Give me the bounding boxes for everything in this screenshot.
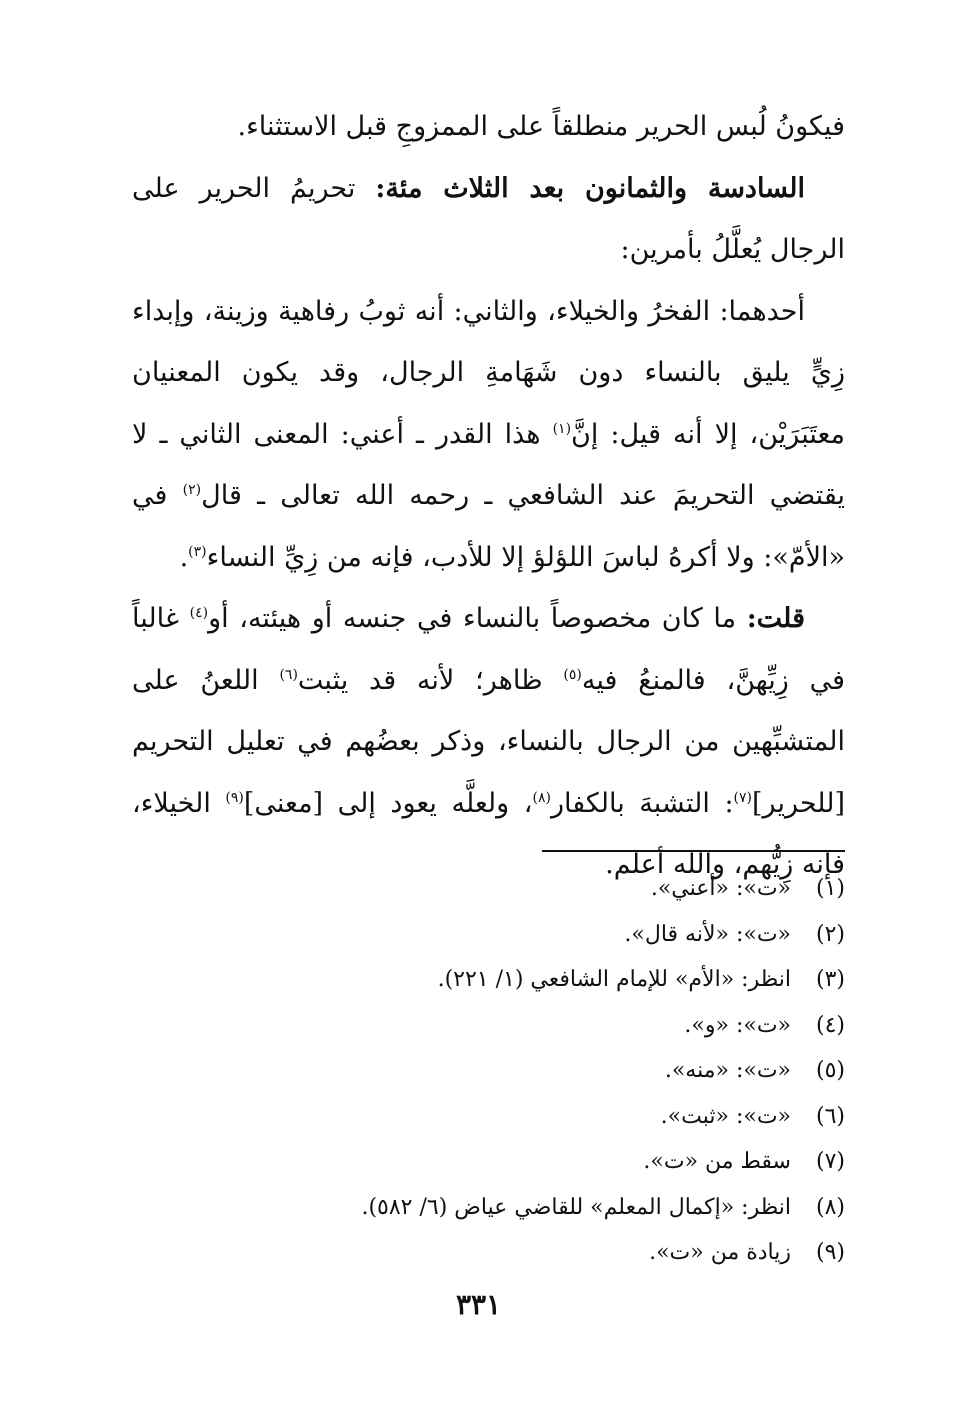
footnote-number: (٧) xyxy=(815,1149,845,1174)
footnote-text: زيادة من «ت». xyxy=(649,1240,791,1265)
main-text xyxy=(132,96,845,896)
footnote-number: (٩) xyxy=(815,1240,845,1265)
paragraph-3-part-d: . xyxy=(179,541,189,573)
footnote-text: «ت»: «أعني». xyxy=(650,876,791,901)
footnote-number: (٦) xyxy=(815,1103,845,1129)
footnote-ref-9: (٩) xyxy=(225,789,244,806)
footnotes-list xyxy=(132,866,845,1276)
paragraph-4-part-f: ، ولعلَّه يعود إلى [معنى] xyxy=(243,787,533,819)
paragraph-1-text: فيكونُ لُبس الحرير منطلقاً على الممزوجِ قبل الاستثناء. xyxy=(237,111,845,142)
footnote-text: «ت»: «لأنه قال». xyxy=(624,921,791,947)
footnote-ref-5: (٥) xyxy=(563,666,582,683)
footnote-ref-6: (٦) xyxy=(279,666,298,683)
paragraph-4-part-g: الخيلاء، فإنه زِيُّهم، والله أعلم. xyxy=(132,787,845,880)
paragraph-4-part-d: اللعنُ على المتشبِّهين من الرجال بالنساء، وذكر بعضُهم في تعليل التحريم [للحرير] xyxy=(132,664,845,819)
paragraph-3-part-c: في «الأمّ»: ولا أكرهُ لباسَ اللؤلؤ إلا للأدب، فإنه من زِيِّ النساء xyxy=(132,480,845,573)
footnote-item xyxy=(132,1003,845,1049)
footnote-item xyxy=(132,1185,845,1231)
footnote-text: «ت»: «ثبت». xyxy=(660,1103,791,1129)
footnote-number: (٨) xyxy=(815,1194,845,1220)
footnote-item xyxy=(132,957,845,1003)
paragraph-1 xyxy=(132,96,845,158)
footnote-text: انظر: «إكمال المعلم» للقاضي عياض (٦/ ٥٨٢). xyxy=(361,1194,791,1220)
paragraph-4-lead: قلت: xyxy=(746,603,806,634)
footnote-number: (٣) xyxy=(815,967,845,992)
section-heading: السادسة والثمانون بعد الثلاث مئة: xyxy=(375,172,806,204)
paragraph-4-part-b: غالباً في زِيِّهنَّ، فالمنعُ فيه xyxy=(132,603,845,696)
footnote-ref-8: (٨) xyxy=(532,789,551,806)
paragraph-4-part-e: : التشبهَ بالكفار xyxy=(550,787,734,819)
footnote-ref-4: (٤) xyxy=(189,605,209,621)
paragraph-3-part-a: أحدهما: الفخرُ والخيلاء، والثاني: أنه ثوبُ رفاهية وزينة، وإبداء زِيٍّ يليق بالنساء دون شَهَامةِ الرجال، وقد يكون المعنيان معتَبَرَيْن، إلا أنه قيل: إنَّ xyxy=(132,295,845,450)
footnote-item xyxy=(132,1230,845,1276)
footnote-item xyxy=(132,912,845,958)
footnote-number: (٤) xyxy=(815,1012,845,1038)
footnote-number: (٥) xyxy=(815,1058,845,1083)
footnote-number: (٢) xyxy=(815,921,845,947)
footnote-item xyxy=(132,1094,845,1140)
footnote-ref-7: (٧) xyxy=(733,789,753,806)
paragraph-2 xyxy=(132,158,845,281)
footnote-separator xyxy=(542,850,845,852)
paragraph-3-part-b: هذا القدر ـ أعني: المعنى الثاني ـ لا يقتضي التحريمَ عند الشافعي ـ رحمه الله تعالى ـ قال xyxy=(132,418,845,511)
footnote-item xyxy=(132,866,845,912)
footnote-text: «ت»: «و». xyxy=(684,1012,791,1038)
footnote-item xyxy=(132,1139,845,1185)
footnote-number: (١) xyxy=(815,876,845,901)
paragraph-2-text: تحريمُ الحرير على الرجال يُعلَّلُ بأمرين: xyxy=(132,172,845,265)
paragraph-4-part-c: ظاهر؛ لأنه قد يثبت xyxy=(297,664,564,696)
footnote-item xyxy=(132,1048,845,1094)
footnote-text: «ت»: «منه». xyxy=(664,1058,791,1083)
footnote-text: انظر: «الأم» للإمام الشافعي (١/ ٢٢١). xyxy=(437,967,791,992)
paragraph-4-part-a: ما كان مخصوصاً بالنساء في جنسه أو هيئته، أو xyxy=(208,603,747,634)
footnote-ref-2: (٢) xyxy=(182,482,202,498)
footnote-ref-1: (١) xyxy=(552,420,572,437)
paragraph-3 xyxy=(132,281,845,589)
page-number: ٣٣١ xyxy=(455,1288,502,1321)
footnote-text: سقط من «ت». xyxy=(643,1149,791,1174)
footnote-ref-3: (٣) xyxy=(188,543,207,560)
